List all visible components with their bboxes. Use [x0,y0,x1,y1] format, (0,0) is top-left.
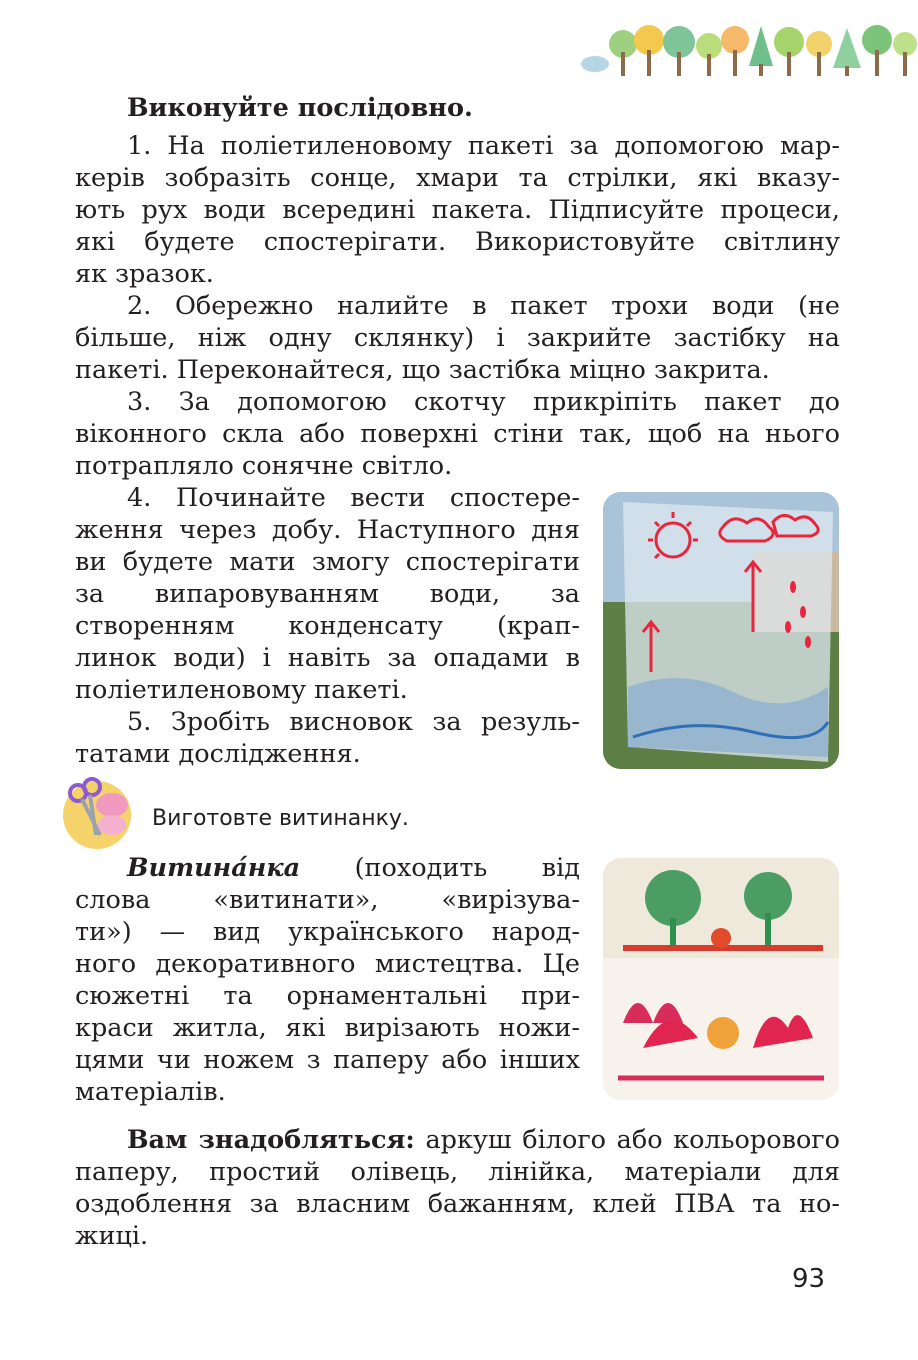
step-line: потрапляло сонячне світло. [75,451,453,481]
step-number: 3. [127,387,152,417]
materials-line: паперу, простий олівець, лінійка, матеріали для [75,1157,840,1187]
materials-block [75,1124,840,1252]
definition-line: ти») — вид українського народ- [75,917,580,947]
definition-line: матеріалів. [75,1077,226,1107]
step-line: більше, ніж одну склянку) і закрийте застібку на [75,323,840,353]
step-line: ви будете мати змогу спостерігати [75,547,580,577]
step-line: Обережно налийте в пакет трохи води (не [174,291,840,321]
materials-line: аркуш білого або кольорового [425,1125,841,1155]
water-bag-photo [603,492,839,769]
steps-side [75,482,580,770]
step-line: за випаровуванням води, за [75,579,580,609]
steps-top [75,130,840,482]
definition-line: ного декоративного мистецтва. Це [75,949,580,979]
step-number: 4. [127,483,152,513]
page-number: 93 [792,1264,826,1294]
step-line: На поліетиленовому пакеті за допомогою мар- [167,131,840,161]
definition-line: слова «витинати», «вирізува- [75,885,580,915]
trees-decoration-icon [575,22,918,80]
step-line: татами дослідження. [75,739,361,769]
definition-line: сюжетні та орнаментальні при- [75,981,580,1011]
step-line: які будете спостерігати. Використовуйте світлину [75,227,840,257]
step-line: линок води) і навіть за опадами в [75,643,580,673]
step-line: Зробіть висновок за резуль- [170,707,580,737]
step-line: віконного скла або поверхні стіни так, щоб на нього [75,419,840,449]
step-number: 2. [127,291,152,321]
materials-label: Вам знадобляться: [127,1125,415,1155]
step-line: Починайте вести спостере- [175,483,580,513]
step-line: пакеті. Переконайтеся, що застібка міцно закрита. [75,355,770,385]
section-heading: Виконуйте послідовно. [127,93,473,123]
step-line: керів зобразіть сонце, хмари та стрілки, які вказу- [75,163,840,193]
step-line: За допомогою скотчу прикріпіть пакет до [178,387,840,417]
definition-line: краси житла, які вирізають ножи- [75,1013,580,1043]
step-line: як зразок. [75,259,214,289]
task-instruction: Виготовте витинанку. [152,806,409,831]
step-line: створенням конденсату (крап- [75,611,580,641]
scissors-butterfly-icon [60,775,135,850]
definition-line: (походить від [354,853,580,883]
materials-line: жиці. [75,1221,149,1251]
step-number: 5. [127,707,152,737]
step-number: 1. [127,131,152,161]
step-line: ють рух води всередині пакета. Підписуйте процеси, [75,195,840,225]
step-line: ження через добу. Наступного дня [75,515,580,545]
instructions-heading [75,92,840,124]
term: Витина́нка [127,853,301,883]
definition-block [75,852,580,1108]
step-line: поліетиленовому пакеті. [75,675,408,705]
materials-line: оздоблення за власним бажанням, клей ПВА та но- [75,1189,840,1219]
vytynanka-photo [603,858,839,1100]
definition-line: цями чи ножем з паперу або інших [75,1045,580,1075]
